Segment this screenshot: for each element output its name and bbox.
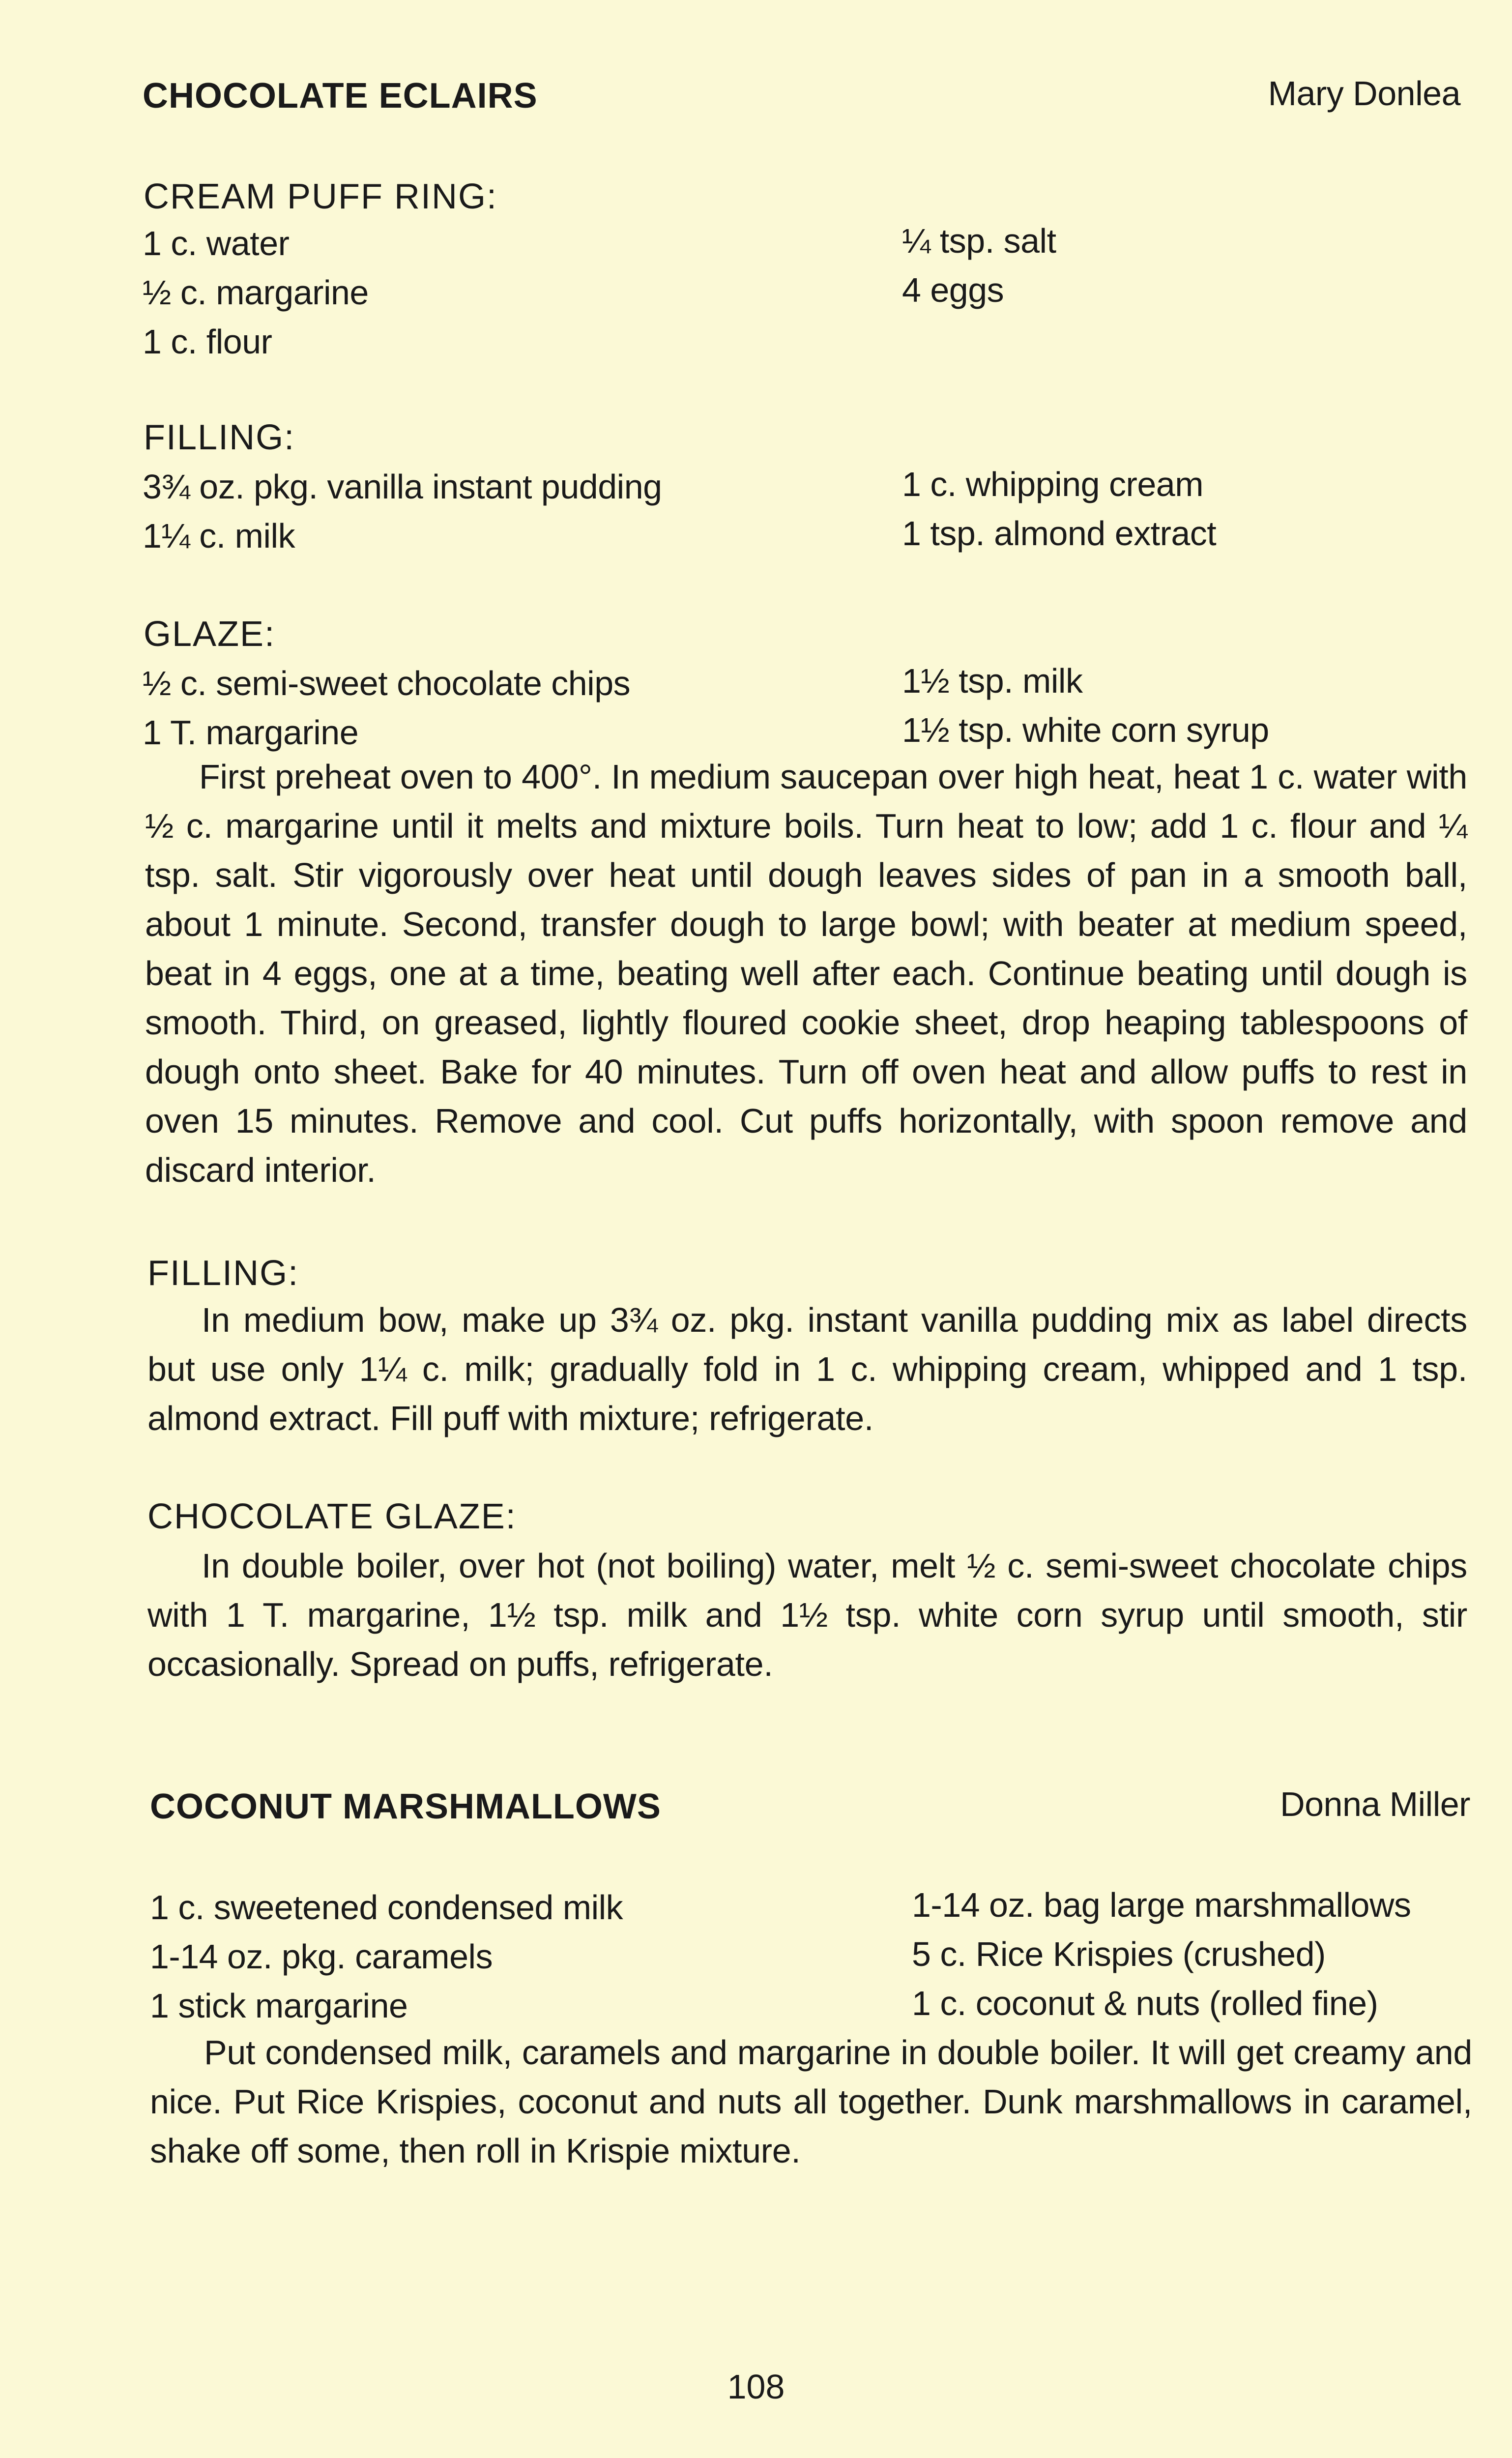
recipe-title: CHOCOLATE ECLAIRS bbox=[143, 76, 538, 116]
section-header-glaze: GLAZE: bbox=[144, 614, 276, 654]
section-header-filling: FILLING: bbox=[144, 418, 295, 457]
ingredient: 1-14 oz. pkg. caramels bbox=[150, 1937, 493, 1976]
ingredient: 5 c. Rice Krispies (crushed) bbox=[912, 1935, 1326, 1973]
ingredient: 1 T. margarine bbox=[143, 713, 359, 752]
glaze-directions-text: In double boiler, over hot (not boiling) water, melt ½ c. semi-sweet chocolate chips with 1 T. margarine, 1½ tsp. milk and 1½ tsp. white corn syrup until smooth, stir occasionally. Spread on puffs, refrigerate. bbox=[147, 1547, 1467, 1683]
directions-text: First preheat oven to 400°. In medium saucepan over high heat, heat 1 c. water with ½ c. margarine until it melts and mixture boils. Turn heat to low; add 1 c. flour and ¼ tsp. salt. Stir vigorously over heat until dough leaves sides of pan in a smooth ball, about 1 minute. Second, transfer dough to large bowl; with beater at medium speed, beat in 4 eggs, one at a time, beating well after each. Continue beating until dough is smooth. Third, on greased, lightly floured cookie sheet, drop heaping tablespoons of dough onto sheet. Bake for 40 minutes. Turn off oven heat and allow puffs to rest in oven 15 minutes. Remove and cool. Cut puffs horizontally, with spoon remove and discard interior. bbox=[145, 758, 1467, 1189]
ingredient: 1½ tsp. milk bbox=[902, 662, 1083, 700]
ingredient: ½ c. margarine bbox=[143, 273, 369, 312]
ingredient: 1 c. flour bbox=[143, 322, 272, 361]
ingredient: 1 c. sweetened condensed milk bbox=[150, 1888, 623, 1927]
ingredient: ½ c. semi-sweet chocolate chips bbox=[143, 664, 631, 702]
glaze-directions bbox=[147, 1541, 1467, 1689]
section-header-chocolate-glaze: CHOCOLATE GLAZE: bbox=[147, 1497, 517, 1536]
filling-directions-text: In medium bow, make up 3¾ oz. pkg. instant vanilla pudding mix as label directs but use only 1¼ c. milk; gradually fold in 1 c. whipping cream, whipped and 1 tsp. almond extract. Fill puff with mixture; refrigerate. bbox=[147, 1301, 1467, 1437]
ingredient: 1 c. whipping cream bbox=[902, 465, 1204, 503]
section-header-cream-puff: CREAM PUFF RING: bbox=[144, 177, 498, 216]
recipe-directions bbox=[145, 752, 1467, 1195]
ingredient: 1 tsp. almond extract bbox=[902, 514, 1217, 553]
recipe-author: Donna Miller bbox=[1280, 1785, 1470, 1823]
page-number: 108 bbox=[727, 2368, 785, 2406]
recipe-author: Mary Donlea bbox=[1268, 74, 1460, 113]
ingredient: 1½ tsp. white corn syrup bbox=[902, 711, 1269, 749]
section-header-filling-directions: FILLING: bbox=[147, 1254, 299, 1293]
ingredient: 3¾ oz. pkg. vanilla instant pudding bbox=[143, 468, 662, 506]
recipe-directions bbox=[150, 2028, 1472, 2175]
ingredient: 1 c. coconut & nuts (rolled fine) bbox=[912, 1984, 1378, 2022]
ingredient: 4 eggs bbox=[902, 271, 1004, 309]
directions-text: Put condensed milk, caramels and margarine in double boiler. It will get creamy and nice. Put Rice Krispies, coconut and nuts all together. Dunk marshmallows in caramel, shake off some, then roll in Krispie mixture. bbox=[150, 2033, 1472, 2170]
ingredient: 1¼ c. milk bbox=[143, 517, 295, 555]
ingredient: ¼ tsp. salt bbox=[902, 222, 1056, 260]
filling-directions bbox=[147, 1295, 1467, 1443]
recipe-title: COCONUT MARSHMALLOWS bbox=[150, 1787, 661, 1826]
ingredient: 1 stick margarine bbox=[150, 1987, 408, 2025]
ingredient: 1-14 oz. bag large marshmallows bbox=[912, 1886, 1411, 1924]
ingredient: 1 c. water bbox=[143, 224, 290, 263]
